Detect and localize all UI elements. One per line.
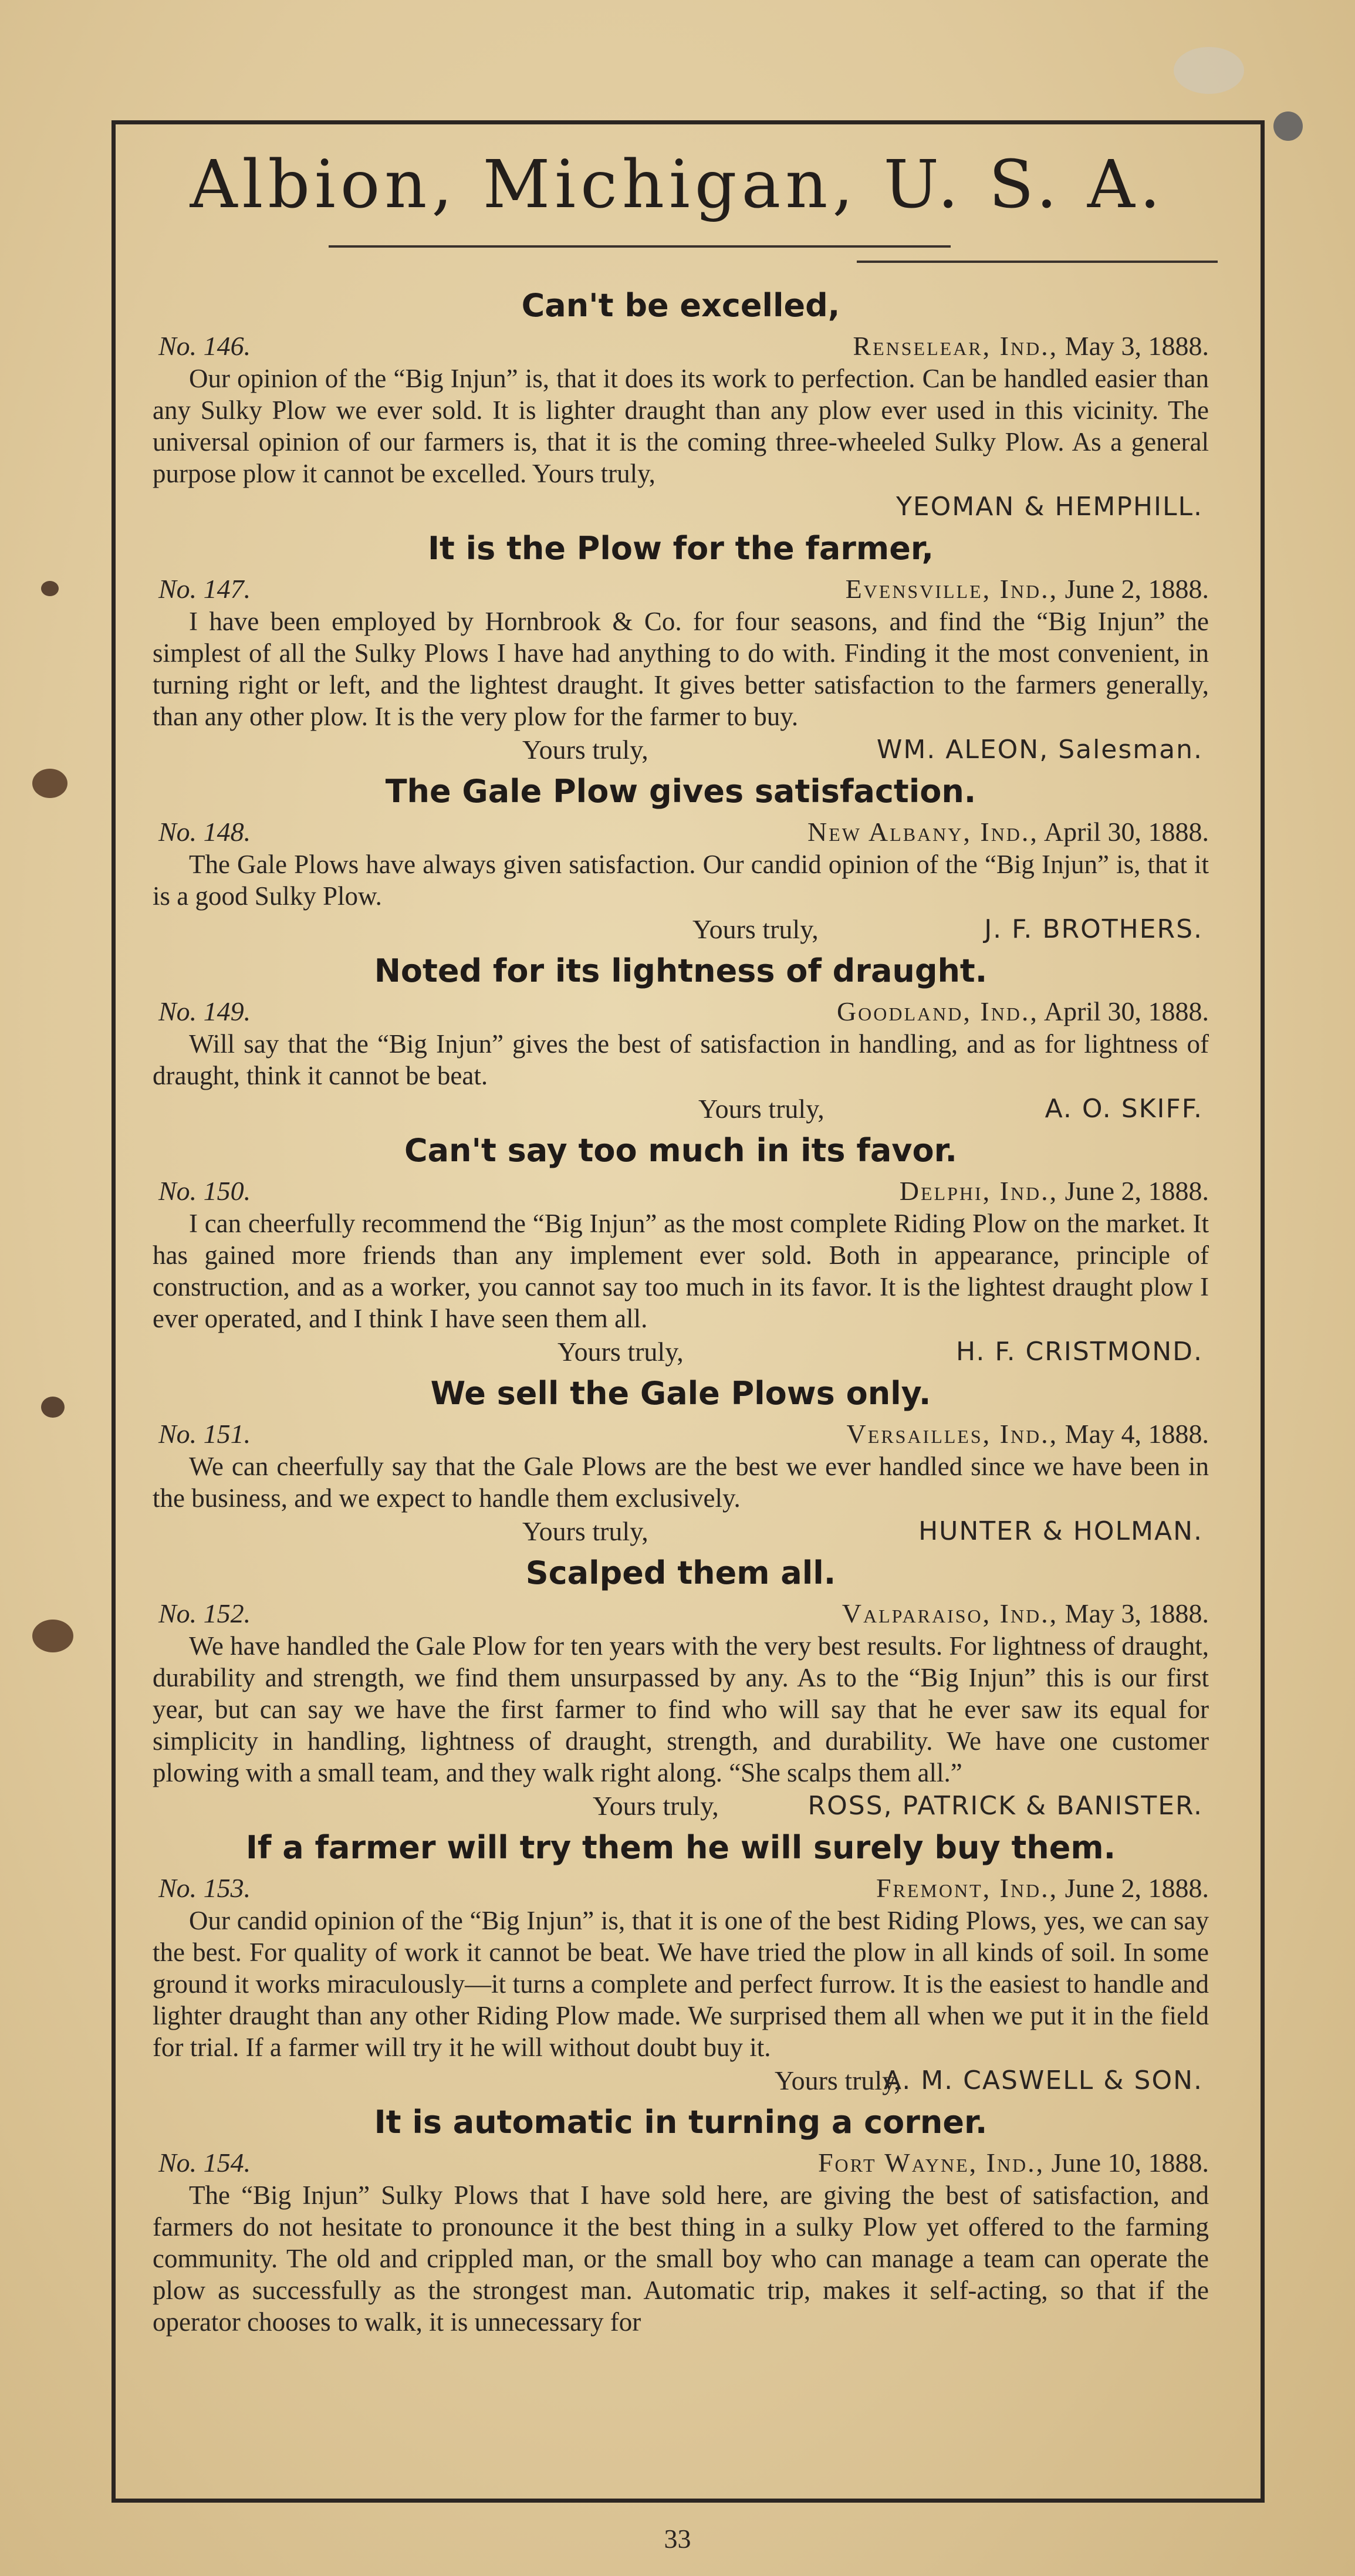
town: Valparaiso, Ind., — [842, 1598, 1059, 1628]
testimonial-number: No. 146. — [158, 331, 251, 361]
testimonial — [147, 1373, 1215, 1549]
testimonial-number: No. 149. — [158, 996, 251, 1026]
town: Fremont, Ind., — [876, 1873, 1059, 1903]
testimonial-body: We have handled the Gale Plow for ten years with the very best results. For lightness of draught, durability and strength, we find them unsurpassed by any. As to the “Big Injun” this is our first year, but can say we have the first farmer to find who will say that he ever saw its equal for simplicity in handling, lightness of draught, strength, and durability. We have one customer plowing with a small team, and they walk right along. “She scalps them all.” — [153, 1631, 1209, 1787]
testimonial-heading: Scalped them all. — [525, 1554, 836, 1591]
yours-truly: Yours truly, — [775, 2065, 901, 2095]
yours-truly: Yours truly, — [698, 1094, 825, 1124]
town: New Albany, Ind., — [807, 817, 1039, 847]
testimonial — [147, 1827, 1215, 2098]
dateline — [147, 995, 1215, 1028]
signoff — [147, 489, 1215, 525]
signature: YEOMAN & HEMPHILL. — [896, 492, 1203, 522]
dateline — [147, 1418, 1215, 1451]
town: Goodland, Ind., — [836, 996, 1039, 1026]
signature: A. O. SKIFF. — [1045, 1094, 1203, 1124]
signature: HUNTER & HOLMAN. — [918, 1516, 1203, 1546]
place-date — [847, 1418, 1209, 1451]
yours-truly: Yours truly, — [557, 1337, 684, 1367]
testimonial-heading: We sell the Gale Plows only. — [430, 1375, 931, 1412]
testimonial-heading: It is the Plow for the farmer, — [427, 530, 934, 567]
yours-truly: Yours truly, — [522, 735, 648, 765]
testimonial-number: No. 147. — [158, 574, 251, 604]
signoff — [147, 1789, 1215, 1824]
dateline — [147, 330, 1215, 363]
date: June 2, 1888. — [1065, 1176, 1209, 1206]
signature: J. F. BROTHERS. — [984, 914, 1203, 944]
date: May 4, 1888. — [1065, 1419, 1209, 1449]
testimonial-body: Our opinion of the “Big Injun” is, that it does its work to perfection. Can be handled easier than any Sulky Plow we ever sold. It is lighter draught than any plow ever used in this vicinity. The universal opinion of our farmers is, that it is the coming three-wheeled Sulky Plow. As a general purpose plow it cannot be excelled. Yours truly, — [153, 364, 1209, 488]
town: Delphi, Ind., — [899, 1176, 1059, 1206]
date: May 3, 1888. — [1065, 1598, 1209, 1628]
signoff — [147, 1334, 1215, 1370]
date: June 2, 1888. — [1065, 1873, 1209, 1903]
town: Renselear, Ind., — [853, 331, 1059, 361]
signoff — [147, 1514, 1215, 1549]
testimonial-heading: It is automatic in turning a corner. — [374, 2104, 988, 2141]
testimonial-body: Our candid opinion of the “Big Injun” is, that it is one of the best Riding Plows, yes, we can say the best. For quality of work it cannot be beat. We have tried the plow in all kinds of soil. In some ground it works miraculously—it turns a complete and perfect furrow. It is the easiest to handle and lighter draught than any other Riding Plow made. We surprised them all when we put it in the field for trial. If a farmer will try it he will without doubt buy it. — [153, 1906, 1209, 2062]
dateline — [147, 1175, 1215, 1208]
testimonial-heading: If a farmer will try them he will surely buy them. — [245, 1829, 1116, 1866]
place-date — [900, 1175, 1209, 1208]
testimonial — [147, 1553, 1215, 1824]
place-date — [853, 330, 1209, 363]
signature: A. M. CASWELL & SON. — [883, 2065, 1203, 2095]
testimonial — [147, 285, 1215, 525]
testimonial-number: No. 152. — [158, 1598, 251, 1628]
testimonial-number: No. 153. — [158, 1873, 251, 1903]
place-date — [807, 816, 1209, 848]
page-number: 33 — [664, 2524, 691, 2554]
testimonial-heading: The Gale Plow gives satisfaction. — [385, 773, 976, 810]
title-rule — [857, 261, 1218, 263]
dateline — [147, 816, 1215, 848]
testimonial-number: No. 154. — [158, 2148, 251, 2178]
yours-truly: Yours truly, — [593, 1791, 719, 1821]
testimonial — [147, 528, 1215, 768]
place-date — [846, 573, 1209, 606]
town: Evensville, Ind., — [845, 574, 1059, 604]
signature: ROSS, PATRICK & BANISTER. — [807, 1791, 1203, 1821]
testimonials — [147, 282, 1215, 2338]
testimonial-heading: Can't say too much in its favor. — [404, 1132, 958, 1169]
testimonial-body: We can cheerfully say that the Gale Plows are the best we ever handled since we have been in the business, and we expect to handle them exclusively. — [153, 1452, 1209, 1513]
page-stain — [1174, 47, 1244, 94]
testimonial — [147, 951, 1215, 1127]
town: Versailles, Ind., — [846, 1419, 1059, 1449]
date: June 10, 1888. — [1051, 2148, 1209, 2178]
masthead-title: Albion, Michigan, U. S. A. — [190, 147, 1165, 223]
signoff — [147, 912, 1215, 947]
testimonial-body: The Gale Plows have always given satisfaction. Our candid opinion of the “Big Injun” is, that it is a good Sulky Plow. — [153, 850, 1209, 911]
testimonial-number: No. 148. — [158, 817, 251, 847]
signature: H. F. CRISTMOND. — [956, 1337, 1203, 1367]
date: April 30, 1888. — [1043, 996, 1209, 1026]
title-rule — [329, 245, 951, 248]
signoff — [147, 2063, 1215, 2098]
town: Fort Wayne, Ind., — [817, 2148, 1045, 2178]
date: April 30, 1888. — [1043, 817, 1209, 847]
testimonial-body: The “Big Injun” Sulky Plows that I have sold here, are giving the best of satisfaction, and farmers do not hesitate to pronounce it the best thing in a sulky Plow yet offered to the farming community. The old and crippled man, or the small boy who can manage a team can operate the plow as successfully as the strongest man. Automatic trip, makes it self-acting, so that if the operator chooses to walk, it is unnecessary for — [153, 2181, 1209, 2337]
dateline — [147, 1597, 1215, 1630]
testimonial-number: No. 151. — [158, 1419, 251, 1449]
testimonial-number: No. 150. — [158, 1176, 251, 1206]
testimonial — [147, 1130, 1215, 1370]
testimonial-heading: Can't be excelled, — [521, 287, 840, 324]
date: June 2, 1888. — [1065, 574, 1209, 604]
signature: WM. ALEON, Salesman. — [876, 735, 1203, 765]
page-stain — [1273, 111, 1303, 141]
page-stain — [32, 769, 67, 798]
date: May 3, 1888. — [1065, 331, 1209, 361]
dateline — [147, 2146, 1215, 2179]
testimonial — [147, 771, 1215, 947]
place-date — [818, 2146, 1209, 2179]
testimonial-body: I can cheerfully recommend the “Big Injun” as the most complete Riding Plow on the market. It has gained more friends than any implement ever sold. Both in appearance, principle of construction, and as a worker, you cannot say too much in its favor. It is the lightest draught plow I ever operated, and I think I have seen them all. — [153, 1209, 1209, 1333]
testimonial-body: I have been employed by Hornbrook & Co. for four seasons, and find the “Big Injun” the simplest of all the Sulky Plows I have had anything to do with. Finding it the most convenient, in turning right or left, and the lightest draught. It gives better satisfaction to the farmers generally, than any other plow. It is the very plow for the farmer to buy. — [153, 607, 1209, 731]
testimonial-heading: Noted for its lightness of draught. — [374, 952, 988, 989]
testimonial — [147, 2102, 1215, 2338]
page-stain — [41, 1397, 65, 1418]
dateline — [147, 573, 1215, 606]
place-date — [842, 1597, 1209, 1630]
signoff — [147, 732, 1215, 768]
testimonial-body: Will say that the “Big Injun” gives the best of satisfaction in handling, and as for lightness of draught, think it cannot be beat. — [153, 1029, 1209, 1090]
yours-truly: Yours truly, — [692, 914, 819, 944]
page-stain — [41, 581, 59, 596]
yours-truly: Yours truly, — [522, 1516, 648, 1546]
dateline — [147, 1872, 1215, 1905]
signoff — [147, 1091, 1215, 1127]
page-stain — [32, 1620, 73, 1652]
place-date — [876, 1872, 1209, 1905]
place-date — [837, 995, 1209, 1028]
